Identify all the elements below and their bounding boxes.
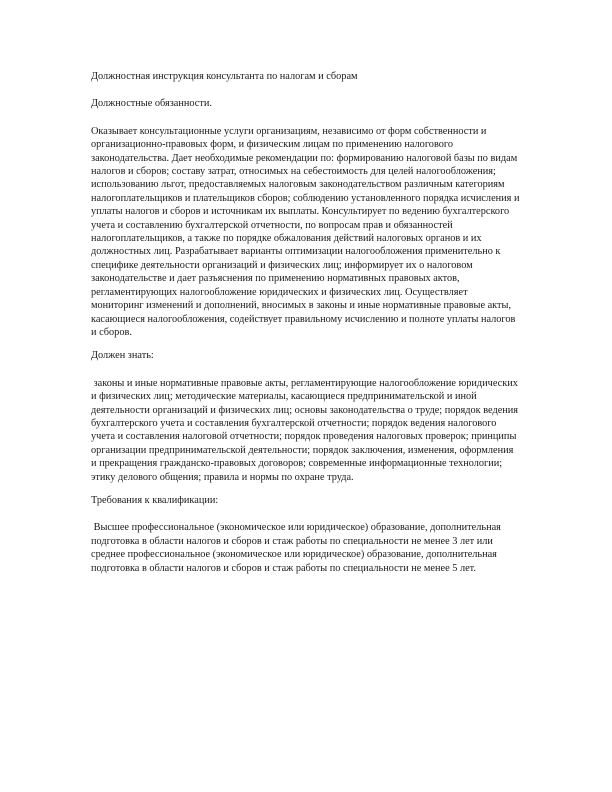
document-page bbox=[91, 70, 521, 585]
section-body-knowledge: законы и иные нормативные правовые акты, регламентирующие налогообложение юридических и физических лиц; методические материалы, касающиеся предпринимательской и иной деятельности организаций и физических лиц; основы законодательства о труде; порядок ведения бухгалтерского учета и составления бухгалтерской отчетности; порядок ведения налогового учета и составления налоговой отчетности; порядок проведения налоговых проверок; принципы организации предпринимательской деятельности; порядок заключения, изменения, оформления и прекращения гражданско-правовых договоров; современные информационные технологии; этику делового общения; правила и нормы по охране труда. bbox=[91, 377, 521, 483]
section-heading-knowledge: Должен знать: bbox=[91, 350, 154, 362]
section-body-qualification: Высшее профессиональное (экономическое или юридическое) образование, дополнительная подготовка в области налогов и сборов и стаж работы по специальности не менее 3 лет или среднее профессиональное (экономическое или юридическое) образование, дополнительная подготовка в области налогов и сборов и стаж работы по специальности не менее 5 лет. bbox=[91, 522, 504, 574]
document-title: Должностная инструкция консультанта по налогам и сборам bbox=[91, 71, 358, 82]
section-heading-duties: Должностные обязанности. bbox=[91, 98, 212, 110]
section-body-duties: Оказывает консультационные услуги организациям, независимо от форм собственности и организационно-правовых форм, и физическим лицам по применению налогового законодательства. Дает необходимые рекомендации по: формированию налоговой базы по видам налогов и сборов; составу затрат, относимых на себестоимость для целей налогообложения; использованию льгот, предоставляемых налоговым законодательством различным категориям налогоплательщиков и плательщиков сборов; соблюдению установленного порядка исчисления и уплаты налогов и сборов и источникам их выплаты. Консультирует по ведению бухгалтерского учета и составлению бухгалтерской отчетности, по вопросам прав и обязанностей налогоплательщиков, а также по порядке обжалования действий налоговых органов и их должностных лиц. Разрабатывает варианты оптимизации налогообложения применительно к специфике деятельности организаций и физических лиц; информирует их о налоговом законодательстве и дает разъяснения по применению нормативных правовых актов, регламентирующих налогообложение юридических и физических лиц. Осуществляет мониторинг изменений и дополнений, вносимых в законы и иные нормативные правовые акты, касающиеся налогообложения, содействует правильному исчислению и полноте уплаты налогов и сборов. bbox=[91, 125, 520, 338]
section-heading-qualification: Требования к квалификации: bbox=[91, 494, 219, 506]
